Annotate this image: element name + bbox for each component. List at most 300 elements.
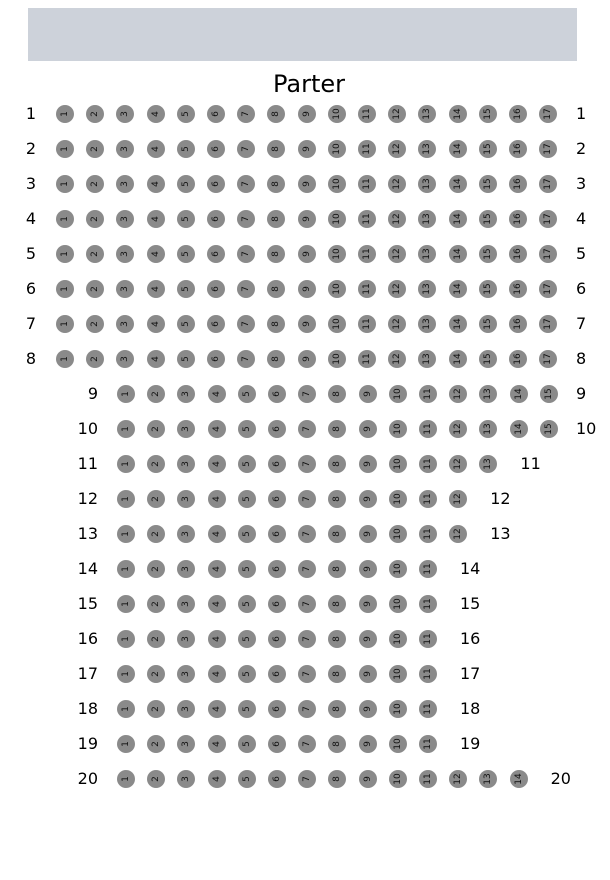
seat[interactable]: 9 [359,665,377,683]
seat[interactable]: 6 [268,665,286,683]
seat[interactable]: 9 [298,175,316,193]
seat[interactable]: 1 [56,280,74,298]
seat[interactable]: 4 [208,665,226,683]
seat[interactable]: 4 [208,560,226,578]
seat[interactable]: 2 [147,665,165,683]
seat[interactable]: 1 [117,630,135,648]
seat[interactable]: 1 [117,560,135,578]
seat[interactable]: 2 [147,385,165,403]
seat[interactable]: 5 [238,420,256,438]
seat[interactable]: 10 [328,140,346,158]
seat[interactable]: 11 [358,245,376,263]
seat[interactable]: 14 [510,385,528,403]
row-label-right: 12 [490,489,511,508]
seat[interactable]: 4 [147,245,165,263]
seat[interactable]: 4 [147,105,165,123]
seat[interactable]: 10 [389,490,407,508]
seat[interactable]: 9 [359,490,377,508]
seat[interactable]: 17 [539,140,557,158]
seat[interactable]: 8 [328,560,346,578]
row-label-right: 8 [576,349,587,368]
seat[interactable]: 7 [298,700,316,718]
seat[interactable]: 7 [237,140,255,158]
seat[interactable]: 11 [358,280,376,298]
seat[interactable]: 14 [510,420,528,438]
seat[interactable]: 1 [117,595,135,613]
seat[interactable]: 2 [147,595,165,613]
seat[interactable]: 13 [418,315,436,333]
seat[interactable]: 10 [389,455,407,473]
seat[interactable]: 4 [208,525,226,543]
seat[interactable]: 6 [207,175,225,193]
seat[interactable]: 5 [238,525,256,543]
seat[interactable]: 6 [207,280,225,298]
seat[interactable]: 9 [359,735,377,753]
seat[interactable]: 3 [177,700,195,718]
seat[interactable]: 6 [268,385,286,403]
seat[interactable]: 3 [177,735,195,753]
seat[interactable]: 6 [268,630,286,648]
seat[interactable]: 2 [86,280,104,298]
seat[interactable]: 5 [238,455,256,473]
seat[interactable]: 5 [177,210,195,228]
seat[interactable]: 7 [298,385,316,403]
seat[interactable]: 15 [479,175,497,193]
seat[interactable]: 7 [298,735,316,753]
seat[interactable]: 4 [208,630,226,648]
seat[interactable]: 11 [419,490,437,508]
seat[interactable]: 4 [208,700,226,718]
seat[interactable]: 11 [358,210,376,228]
seat[interactable]: 5 [238,630,256,648]
seat[interactable]: 4 [147,210,165,228]
seat[interactable]: 3 [116,140,134,158]
seat[interactable]: 3 [177,420,195,438]
seat[interactable]: 6 [268,700,286,718]
seat[interactable]: 16 [509,280,527,298]
row-label-left: 4 [25,209,36,228]
row-label-left: 15 [77,594,98,613]
seat[interactable]: 7 [237,105,255,123]
seat[interactable]: 15 [479,210,497,228]
seat[interactable]: 9 [298,350,316,368]
seat[interactable]: 3 [177,595,195,613]
seat[interactable]: 1 [117,735,135,753]
seat[interactable]: 5 [238,490,256,508]
seat[interactable]: 11 [419,420,437,438]
seat[interactable]: 10 [389,735,407,753]
seat[interactable]: 6 [207,140,225,158]
seat[interactable]: 10 [389,560,407,578]
seat[interactable]: 5 [238,560,256,578]
seat[interactable]: 2 [147,420,165,438]
seat[interactable]: 2 [147,455,165,473]
seat[interactable]: 3 [177,770,195,788]
seat[interactable]: 7 [237,315,255,333]
seat[interactable]: 5 [238,665,256,683]
seat[interactable]: 1 [56,140,74,158]
seat[interactable]: 11 [419,560,437,578]
seat[interactable]: 8 [328,455,346,473]
seat[interactable]: 15 [540,385,558,403]
seat[interactable]: 10 [389,770,407,788]
seat[interactable]: 13 [418,280,436,298]
seat[interactable]: 3 [177,560,195,578]
seat[interactable]: 2 [86,140,104,158]
seat[interactable]: 16 [509,245,527,263]
seat[interactable]: 10 [328,315,346,333]
seat[interactable]: 13 [479,420,497,438]
seat[interactable]: 3 [177,630,195,648]
seat[interactable]: 12 [388,315,406,333]
seat[interactable]: 1 [56,350,74,368]
seat[interactable]: 16 [509,315,527,333]
seat[interactable]: 1 [117,700,135,718]
seat[interactable]: 5 [177,245,195,263]
seat[interactable]: 5 [238,770,256,788]
seat[interactable]: 6 [207,105,225,123]
seat[interactable]: 6 [207,315,225,333]
seat[interactable]: 10 [389,525,407,543]
seat[interactable]: 14 [449,210,467,228]
seat[interactable]: 4 [208,385,226,403]
seat[interactable]: 8 [328,385,346,403]
seat[interactable]: 3 [177,490,195,508]
seat[interactable]: 15 [479,105,497,123]
row-label-left: 16 [77,629,98,648]
seat[interactable]: 8 [328,525,346,543]
seat[interactable]: 8 [328,735,346,753]
seat[interactable]: 3 [177,665,195,683]
seat[interactable]: 10 [328,280,346,298]
seat[interactable]: 6 [268,595,286,613]
seat[interactable]: 11 [419,665,437,683]
seat[interactable]: 13 [479,385,497,403]
seat[interactable]: 12 [388,140,406,158]
seat[interactable]: 3 [116,245,134,263]
seat[interactable]: 3 [116,175,134,193]
row-label-left: 3 [25,174,36,193]
seat[interactable]: 3 [116,315,134,333]
seat[interactable]: 2 [147,770,165,788]
seat[interactable]: 11 [419,385,437,403]
row-label-left: 13 [77,524,98,543]
seat[interactable]: 2 [86,350,104,368]
seat[interactable]: 4 [147,315,165,333]
seat[interactable]: 3 [177,525,195,543]
seat[interactable]: 11 [419,735,437,753]
seat[interactable]: 11 [358,350,376,368]
row-label-right: 2 [576,139,587,158]
seat[interactable]: 2 [147,560,165,578]
seat[interactable]: 9 [359,560,377,578]
seat[interactable]: 12 [388,245,406,263]
seat[interactable]: 11 [419,770,437,788]
seat[interactable]: 9 [359,455,377,473]
seat[interactable]: 11 [358,105,376,123]
seat[interactable]: 16 [509,140,527,158]
seat[interactable]: 6 [268,420,286,438]
seat[interactable]: 14 [449,245,467,263]
seat[interactable]: 2 [86,210,104,228]
seat[interactable]: 10 [389,630,407,648]
seat[interactable]: 7 [298,770,316,788]
seat[interactable]: 8 [267,175,285,193]
seat[interactable]: 11 [419,630,437,648]
seat[interactable]: 9 [359,770,377,788]
seat[interactable]: 15 [540,420,558,438]
seat[interactable]: 12 [388,105,406,123]
seat[interactable]: 5 [177,140,195,158]
seat[interactable]: 8 [267,210,285,228]
seat[interactable]: 10 [389,420,407,438]
seat[interactable]: 16 [509,210,527,228]
row-label-left: 1 [25,104,36,123]
seat[interactable]: 17 [539,105,557,123]
seat[interactable]: 8 [267,350,285,368]
row-label-right: 4 [576,209,587,228]
seat[interactable]: 5 [177,175,195,193]
seat[interactable]: 11 [358,315,376,333]
seat[interactable]: 12 [388,280,406,298]
seat[interactable]: 4 [147,175,165,193]
seat[interactable]: 13 [418,175,436,193]
seat[interactable]: 2 [147,490,165,508]
seat[interactable]: 7 [298,595,316,613]
seat[interactable]: 6 [207,350,225,368]
seat[interactable]: 7 [298,665,316,683]
seat[interactable]: 10 [389,700,407,718]
seat[interactable]: 13 [418,210,436,228]
seat[interactable]: 6 [268,525,286,543]
seat[interactable]: 2 [86,245,104,263]
seat[interactable]: 8 [328,770,346,788]
seat[interactable]: 8 [267,105,285,123]
seat[interactable]: 15 [479,245,497,263]
seat[interactable]: 15 [479,350,497,368]
seat[interactable]: 7 [237,350,255,368]
seat[interactable]: 17 [539,175,557,193]
seat[interactable]: 3 [116,350,134,368]
seat[interactable]: 6 [268,770,286,788]
seat[interactable]: 7 [237,210,255,228]
seat[interactable]: 9 [298,210,316,228]
seat[interactable]: 7 [298,560,316,578]
seat[interactable]: 2 [86,105,104,123]
seat[interactable]: 9 [359,385,377,403]
row-label-left: 6 [25,279,36,298]
seat[interactable]: 16 [509,105,527,123]
seat[interactable]: 1 [117,525,135,543]
seat[interactable]: 9 [298,140,316,158]
seat[interactable]: 8 [267,315,285,333]
seat[interactable]: 9 [298,280,316,298]
seat[interactable]: 2 [86,315,104,333]
seat[interactable]: 12 [449,770,467,788]
seat[interactable]: 1 [56,105,74,123]
seat[interactable]: 13 [479,455,497,473]
seat[interactable]: 7 [298,490,316,508]
seat[interactable]: 8 [328,420,346,438]
seat[interactable]: 14 [510,770,528,788]
seat[interactable]: 8 [328,595,346,613]
seat[interactable]: 8 [328,665,346,683]
seat[interactable]: 1 [117,770,135,788]
seat[interactable]: 7 [298,630,316,648]
seat[interactable]: 8 [328,700,346,718]
seat[interactable]: 3 [116,280,134,298]
seat[interactable]: 6 [268,455,286,473]
seat[interactable]: 6 [207,245,225,263]
seat[interactable]: 4 [208,735,226,753]
seat[interactable]: 5 [238,735,256,753]
seat[interactable]: 7 [237,280,255,298]
seat[interactable]: 5 [177,350,195,368]
seat[interactable]: 5 [177,315,195,333]
seat[interactable]: 7 [298,455,316,473]
seat[interactable]: 7 [237,245,255,263]
seat[interactable]: 14 [449,175,467,193]
seat[interactable]: 17 [539,280,557,298]
seat[interactable]: 13 [418,140,436,158]
seat[interactable]: 6 [268,735,286,753]
seat[interactable]: 7 [298,525,316,543]
seat[interactable]: 4 [208,770,226,788]
seat[interactable]: 14 [449,315,467,333]
row-label-left: 11 [77,454,98,473]
seat[interactable]: 5 [177,105,195,123]
row-label-right: 16 [460,629,481,648]
seat[interactable]: 7 [298,420,316,438]
seat[interactable]: 17 [539,350,557,368]
seat[interactable]: 1 [117,385,135,403]
seat[interactable]: 3 [177,385,195,403]
seat[interactable]: 4 [208,595,226,613]
seat[interactable]: 10 [328,350,346,368]
seat[interactable]: 12 [449,525,467,543]
seat[interactable]: 1 [117,455,135,473]
seat[interactable]: 4 [208,420,226,438]
seat[interactable]: 14 [449,350,467,368]
seat[interactable]: 16 [509,175,527,193]
seat[interactable]: 1 [56,315,74,333]
seat[interactable]: 13 [479,770,497,788]
seat[interactable]: 8 [328,630,346,648]
seat[interactable]: 4 [147,350,165,368]
seat[interactable]: 12 [449,490,467,508]
seat[interactable]: 12 [388,210,406,228]
seat[interactable]: 15 [479,140,497,158]
seat[interactable]: 10 [328,245,346,263]
seat[interactable]: 6 [268,490,286,508]
row-label-right: 17 [460,664,481,683]
seat[interactable]: 13 [418,350,436,368]
seat[interactable]: 9 [298,105,316,123]
seat[interactable]: 6 [268,560,286,578]
seat[interactable]: 9 [359,525,377,543]
seat[interactable]: 1 [56,210,74,228]
seat[interactable]: 17 [539,315,557,333]
seat[interactable]: 8 [267,280,285,298]
seat[interactable]: 14 [449,105,467,123]
seat[interactable]: 3 [116,210,134,228]
seat[interactable]: 10 [328,175,346,193]
seat[interactable]: 15 [479,280,497,298]
seat[interactable]: 8 [267,245,285,263]
seat[interactable]: 2 [147,700,165,718]
row-label-right: 5 [576,244,587,263]
seat[interactable]: 9 [359,595,377,613]
seat[interactable]: 5 [238,700,256,718]
seat[interactable]: 4 [147,280,165,298]
seat[interactable]: 7 [237,175,255,193]
seat[interactable]: 10 [389,665,407,683]
seat[interactable]: 3 [177,455,195,473]
seat[interactable]: 16 [509,350,527,368]
seat[interactable]: 5 [177,280,195,298]
seat[interactable]: 1 [56,175,74,193]
seat[interactable]: 11 [419,595,437,613]
seat[interactable]: 4 [208,455,226,473]
seat[interactable]: 1 [117,665,135,683]
seat[interactable]: 12 [388,350,406,368]
seat[interactable]: 10 [328,210,346,228]
seat[interactable]: 10 [389,595,407,613]
seat[interactable]: 12 [388,175,406,193]
seat[interactable]: 9 [359,420,377,438]
seat[interactable]: 17 [539,245,557,263]
seat[interactable]: 11 [358,175,376,193]
seat[interactable]: 9 [359,700,377,718]
seat[interactable]: 11 [419,455,437,473]
seat[interactable]: 14 [449,280,467,298]
seat[interactable]: 9 [359,630,377,648]
seat[interactable]: 1 [56,245,74,263]
seat[interactable]: 13 [418,245,436,263]
seat[interactable]: 5 [238,595,256,613]
seat[interactable]: 9 [298,245,316,263]
seat[interactable]: 15 [479,315,497,333]
seat[interactable]: 1 [117,490,135,508]
seat[interactable]: 9 [298,315,316,333]
seat[interactable]: 13 [418,105,436,123]
seat[interactable]: 4 [208,490,226,508]
seat[interactable]: 11 [419,700,437,718]
seat[interactable]: 12 [449,455,467,473]
seat[interactable]: 3 [116,105,134,123]
seat[interactable]: 5 [238,385,256,403]
seat[interactable]: 6 [207,210,225,228]
seat[interactable]: 8 [267,140,285,158]
seat[interactable]: 2 [147,735,165,753]
seat[interactable]: 2 [147,630,165,648]
seat[interactable]: 2 [147,525,165,543]
seat[interactable]: 2 [86,175,104,193]
seat[interactable]: 11 [419,525,437,543]
row-label-right: 7 [576,314,587,333]
seat[interactable]: 8 [328,490,346,508]
seat[interactable]: 10 [328,105,346,123]
seat[interactable]: 10 [389,385,407,403]
seat[interactable]: 11 [358,140,376,158]
seat[interactable]: 1 [117,420,135,438]
seat[interactable]: 14 [449,140,467,158]
seat[interactable]: 17 [539,210,557,228]
seat[interactable]: 12 [449,420,467,438]
seat[interactable]: 4 [147,140,165,158]
row-label-left: 2 [25,139,36,158]
seat[interactable]: 12 [449,385,467,403]
